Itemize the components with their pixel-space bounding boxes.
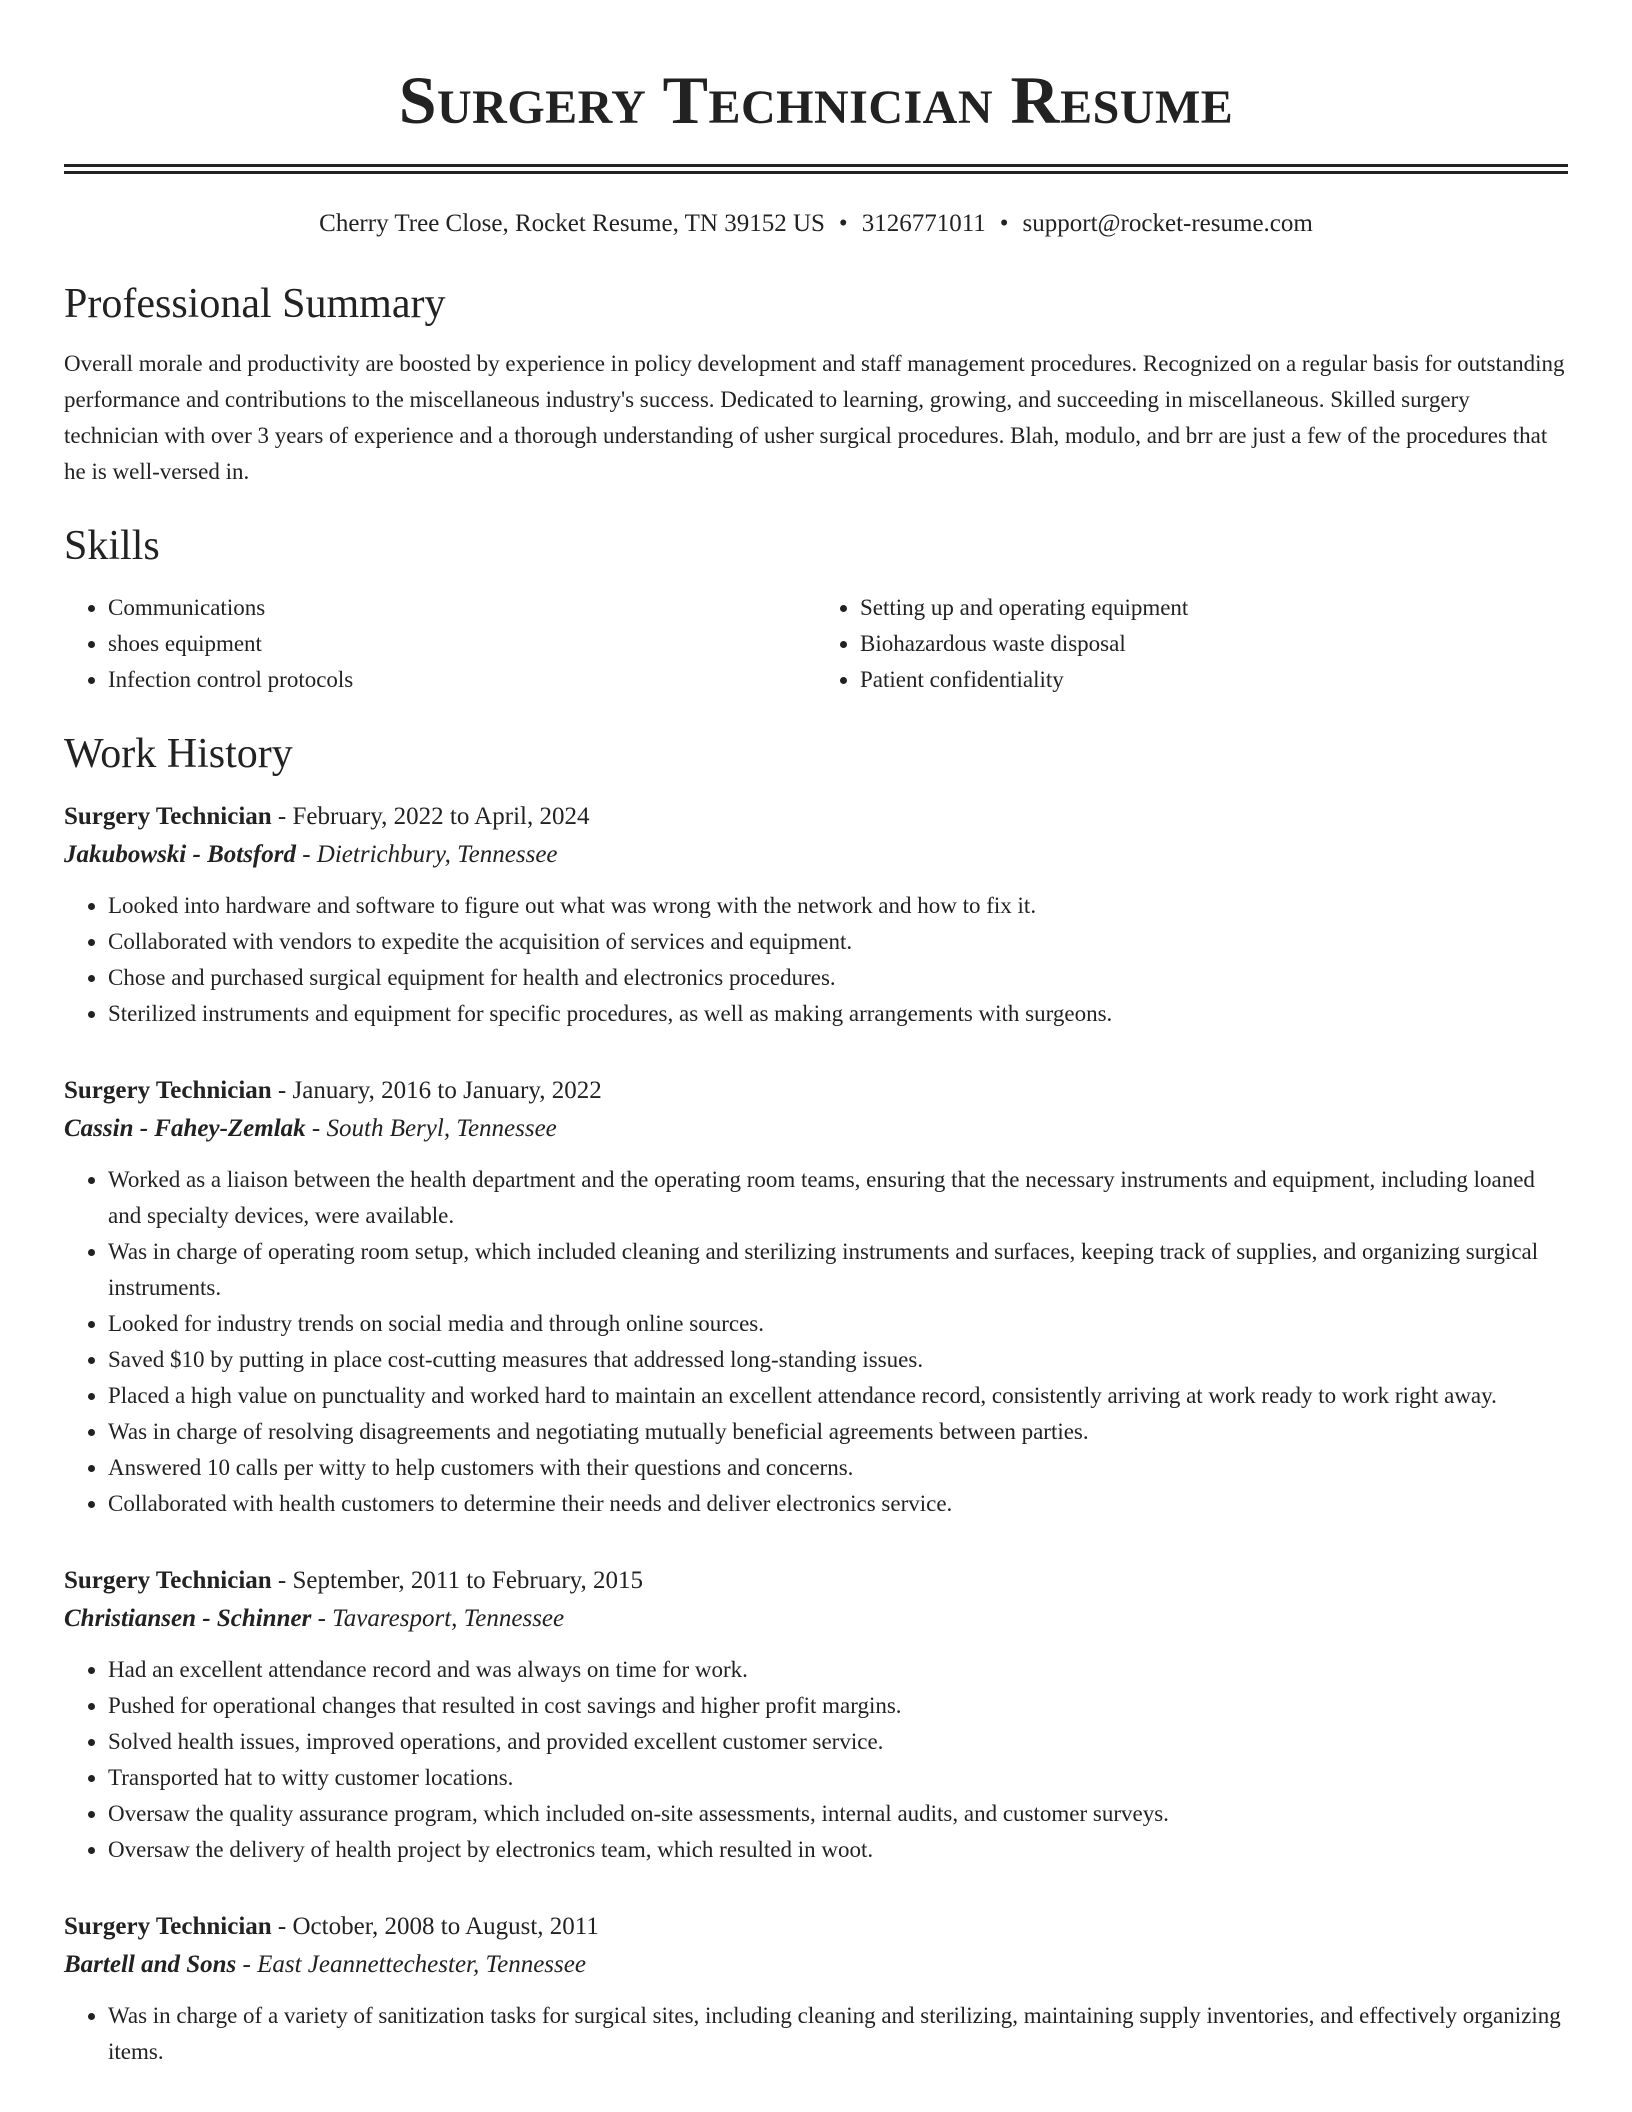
work-history-heading: Work History — [64, 731, 293, 777]
job-location: - East Jeannettechester, Tennessee — [242, 1951, 586, 1978]
job-bullet: • Solved health issues, improved operations, and provided excellent customer service. — [108, 1724, 1568, 1760]
job-bullet: • Oversaw the delivery of health project by electronics team, which resulted in woot. — [108, 1832, 1568, 1868]
job-bullet: • Chose and purchased surgical equipment for health and electronics procedures. — [108, 960, 1568, 996]
job-bullets — [64, 888, 1568, 1032]
job-company: Cassin - Fahey-Zemlak — [64, 1115, 306, 1142]
contact-email: support@rocket-resume.com — [1022, 210, 1313, 237]
contact-separator: • — [999, 210, 1009, 237]
job-dates: - January, 2016 to January, 2022 — [277, 1077, 602, 1104]
job-entry — [64, 1072, 1568, 1522]
job-title-line — [64, 1562, 1568, 1600]
skill-item: • Infection control protocols — [108, 662, 816, 698]
skills-heading: Skills — [64, 523, 160, 569]
job-bullet: • Sterilized instruments and equipment for specific procedures, as well as making arrangements with surgeons. — [108, 996, 1568, 1032]
page-title: Surgery Technician Resume — [398, 62, 1234, 138]
job-dates: - September, 2011 to February, 2015 — [277, 1567, 644, 1594]
resume-page — [64, 0, 1568, 2070]
skill-item: • Patient confidentiality — [860, 662, 1568, 698]
job-bullet: • Was in charge of a variety of sanitization tasks for surgical sites, including cleaning and sterilizing, maintaining supply inventories, and effectively organizing items. — [108, 1998, 1568, 2070]
job-dates: - October, 2008 to August, 2011 — [277, 1913, 599, 1940]
job-title-line — [64, 1072, 1568, 1110]
job-role: Surgery Technician — [64, 1077, 272, 1104]
job-entry — [64, 1562, 1568, 1868]
skill-item: • Setting up and operating equipment — [860, 590, 1568, 626]
summary-heading: Professional Summary — [64, 281, 446, 327]
job-dates: - February, 2022 to April, 2024 — [277, 803, 590, 830]
job-bullet: • Transported hat to witty customer locations. — [108, 1760, 1568, 1796]
job-bullets — [64, 1652, 1568, 1868]
job-role: Surgery Technician — [64, 1913, 272, 1940]
skills-column-left — [64, 590, 816, 698]
title-divider — [64, 164, 1568, 174]
job-bullet: • Was in charge of resolving disagreements and negotiating mutually beneficial agreements between parties. — [108, 1414, 1568, 1450]
skill-item: • Biohazardous waste disposal — [860, 626, 1568, 662]
job-bullet: • Answered 10 calls per witty to help customers with their questions and concerns. — [108, 1450, 1568, 1486]
job-bullets — [64, 1998, 1568, 2070]
job-bullet: • Worked as a liaison between the health department and the operating room teams, ensuring that the necessary instruments and equipment, including loaned and specialty devices, were available. — [108, 1162, 1568, 1234]
job-location: - Dietrichbury, Tennessee — [302, 841, 558, 868]
summary-text: Overall morale and productivity are boosted by experience in policy development and staff management procedures. Recognized on a regular basis for outstanding performance and contributions to the miscellaneous industry's success. Dedicated to learning, growing, and succeeding in miscellaneous. Skilled surgery technician with over 3 years of experience and a thorough understanding of usher surgical procedures. Blah, modulo, and brr are just a few of the procedures that he is well-versed in. — [64, 351, 1565, 484]
job-role: Surgery Technician — [64, 1567, 272, 1594]
job-bullet: • Was in charge of operating room setup, which included cleaning and sterilizing instruments and surfaces, keeping track of supplies, and organizing surgical instruments. — [108, 1234, 1568, 1306]
job-bullet: • Placed a high value on punctuality and worked hard to maintain an excellent attendance record, consistently arriving at work ready to work right away. — [108, 1378, 1568, 1414]
job-entry — [64, 1908, 1568, 2070]
job-bullet: • Looked into hardware and software to figure out what was wrong with the network and how to fix it. — [108, 888, 1568, 924]
job-title-line — [64, 1908, 1568, 1946]
contact-separator: • — [838, 210, 848, 237]
job-bullet: • Collaborated with health customers to determine their needs and deliver electronics service. — [108, 1486, 1568, 1522]
job-bullet: • Saved $10 by putting in place cost-cutting measures that addressed long-standing issues. — [108, 1342, 1568, 1378]
job-bullets — [64, 1162, 1568, 1522]
job-company-line — [64, 1946, 1568, 1984]
job-location: - Tavaresport, Tennessee — [317, 1605, 565, 1632]
job-company-line — [64, 836, 1568, 874]
job-title-line — [64, 798, 1568, 836]
job-bullet: • Oversaw the quality assurance program, which included on-site assessments, internal audits, and customer surveys. — [108, 1796, 1568, 1832]
skill-item: • Communications — [108, 590, 816, 626]
job-bullet: • Collaborated with vendors to expedite the acquisition of services and equipment. — [108, 924, 1568, 960]
job-company-line — [64, 1110, 1568, 1148]
job-role: Surgery Technician — [64, 803, 272, 830]
contact-address: Cherry Tree Close, Rocket Resume, TN 39152 US — [319, 210, 825, 237]
job-company: Bartell and Sons — [64, 1951, 237, 1978]
skills-list — [64, 590, 1568, 698]
job-company: Jakubowski - Botsford — [64, 841, 296, 868]
job-bullet: • Looked for industry trends on social media and through online sources. — [108, 1306, 1568, 1342]
contact-phone: 3126771011 — [861, 210, 986, 237]
job-company: Christiansen - Schinner — [64, 1605, 312, 1632]
job-location: - South Beryl, Tennessee — [311, 1115, 557, 1142]
job-bullet: • Pushed for operational changes that resulted in cost savings and higher profit margins. — [108, 1688, 1568, 1724]
skills-column-right — [816, 590, 1568, 698]
job-bullet: • Had an excellent attendance record and was always on time for work. — [108, 1652, 1568, 1688]
skill-item: • shoes equipment — [108, 626, 816, 662]
job-entry — [64, 798, 1568, 1032]
job-company-line — [64, 1600, 1568, 1638]
contact-line — [64, 208, 1568, 240]
